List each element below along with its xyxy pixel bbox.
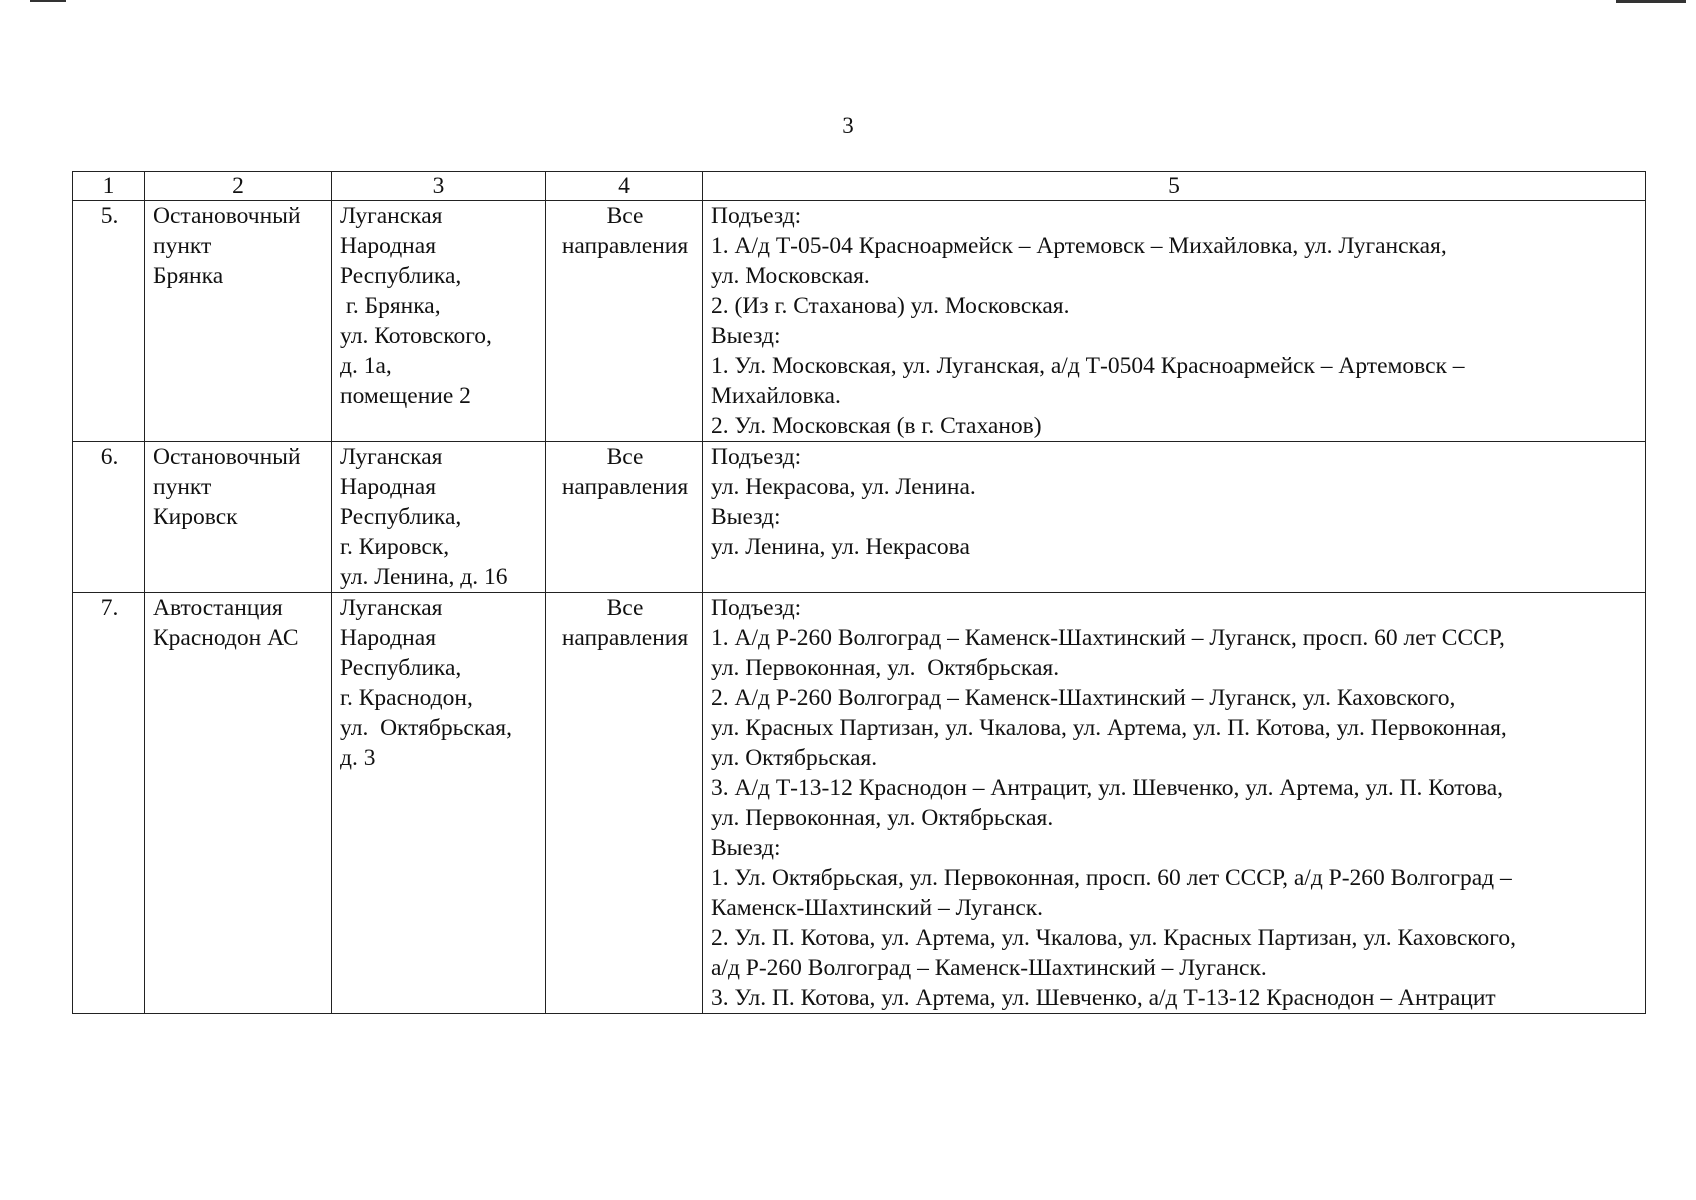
table-row <box>73 593 1646 1014</box>
row-number: 7. <box>73 593 145 1014</box>
route-line: 3. А/д Т-13-12 Краснодон – Антрацит, ул. Шевченко, ул. Артема, ул. П. Котова, <box>711 775 1504 801</box>
address-line: Народная <box>340 625 436 651</box>
header-cell-4: 4 <box>546 172 703 201</box>
routes-table <box>72 171 1646 1014</box>
stop-name-line: Остановочный <box>153 444 301 470</box>
address-line: Республика, <box>340 504 462 530</box>
header-cell-1: 1 <box>73 172 145 201</box>
stop-name-line: Кировск <box>153 504 238 530</box>
route-line: Подъезд: <box>711 595 802 621</box>
route-line: 2. А/д Р-260 Волгоград – Каменск-Шахтинский – Луганск, ул. Каховского, <box>711 685 1456 711</box>
direction-cell <box>546 593 703 1014</box>
header-cell-3: 3 <box>332 172 546 201</box>
stop-name-cell <box>145 442 332 593</box>
address-line: г. Брянка, <box>340 293 441 319</box>
route-line: 1. Ул. Московская, ул. Луганская, а/д Т-0504 Красноармейск – Артемовск – <box>711 353 1465 379</box>
route-line: Выезд: <box>711 835 781 861</box>
address-line: д. 3 <box>340 745 376 771</box>
route-line: 1. Ул. Октябрьская, ул. Первоконная, просп. 60 лет СССР, а/д Р-260 Волгоград – <box>711 865 1512 891</box>
route-line: ул. Ленина, ул. Некрасова <box>711 534 970 560</box>
stop-name-line: Остановочный <box>153 203 301 229</box>
row-number: 6. <box>73 442 145 593</box>
direction-line: направления <box>561 625 689 651</box>
address-line: ул. Ленина, д. 16 <box>340 564 508 590</box>
route-line: 1. А/д Р-260 Волгоград – Каменск-Шахтинский – Луганск, просп. 60 лет СССР, <box>711 625 1505 651</box>
route-line: Каменск-Шахтинский – Луганск. <box>711 895 1044 921</box>
address-line: ул. Октябрьская, <box>340 715 512 741</box>
route-line: 2. Ул. П. Котова, ул. Артема, ул. Чкалова, ул. Красных Партизан, ул. Каховского, <box>711 925 1516 951</box>
row-number: 5. <box>73 201 145 442</box>
scan-edge-mark-left <box>30 0 66 2</box>
stop-name-line: Брянка <box>153 263 224 289</box>
route-line: 3. Ул. П. Котова, ул. Артема, ул. Шевченко, а/д Т-13-12 Краснодон – Антрацит <box>711 985 1496 1011</box>
route-line: ул. Некрасова, ул. Ленина. <box>711 474 976 500</box>
scan-edge-mark-right <box>1616 0 1686 3</box>
route-line: Выезд: <box>711 504 781 530</box>
route-line: ул. Красных Партизан, ул. Чкалова, ул. Артема, ул. П. Котова, ул. Первоконная, <box>711 715 1507 741</box>
address-line: ул. Котовского, <box>340 323 492 349</box>
direction-line: направления <box>561 233 689 259</box>
direction-cell <box>546 442 703 593</box>
stop-name-cell <box>145 201 332 442</box>
table-row <box>73 201 1646 442</box>
route-line: ул. Первоконная, ул. Октябрьская. <box>711 655 1060 681</box>
route-line: Подъезд: <box>711 203 802 229</box>
route-line: 2. Ул. Московская (в г. Стаханов) <box>711 413 1042 439</box>
direction-line: Все <box>606 595 644 621</box>
table-header-row <box>73 172 1646 201</box>
stop-name-line: Автостанция <box>153 595 283 621</box>
address-cell <box>332 201 546 442</box>
stop-name-line: пункт <box>153 474 212 500</box>
route-cell <box>703 442 1646 593</box>
address-line: г. Кировск, <box>340 534 450 560</box>
direction-cell <box>546 201 703 442</box>
route-line: ул. Октябрьская. <box>711 745 878 771</box>
address-line: г. Краснодон, <box>340 685 473 711</box>
direction-line: Все <box>606 444 644 470</box>
address-line: Луганская <box>340 595 443 621</box>
route-line: ул. Московская. <box>711 263 870 289</box>
address-cell <box>332 593 546 1014</box>
route-cell <box>703 593 1646 1014</box>
route-cell <box>703 201 1646 442</box>
route-line: Подъезд: <box>711 444 802 470</box>
header-cell-2: 2 <box>145 172 332 201</box>
address-line: помещение 2 <box>340 383 471 409</box>
address-line: Республика, <box>340 263 462 289</box>
address-line: Народная <box>340 474 436 500</box>
stop-name-line: пункт <box>153 233 212 259</box>
address-line: д. 1а, <box>340 353 392 379</box>
route-line: 2. (Из г. Стаханова) ул. Московская. <box>711 293 1070 319</box>
route-line: ул. Первоконная, ул. Октябрьская. <box>711 805 1054 831</box>
address-cell <box>332 442 546 593</box>
address-line: Республика, <box>340 655 462 681</box>
address-line: Народная <box>340 233 436 259</box>
route-line: а/д Р-260 Волгоград – Каменск-Шахтинский – Луганск. <box>711 955 1267 981</box>
direction-line: направления <box>561 474 689 500</box>
route-line: Михайловка. <box>711 383 841 409</box>
address-line: Луганская <box>340 203 443 229</box>
direction-line: Все <box>606 203 644 229</box>
table-row <box>73 442 1646 593</box>
stop-name-cell <box>145 593 332 1014</box>
header-cell-5: 5 <box>703 172 1646 201</box>
route-line: 1. А/д Т-05-04 Красноармейск – Артемовск – Михайловка, ул. Луганская, <box>711 233 1447 259</box>
page-number: 3 <box>842 113 854 138</box>
stop-name-line: Краснодон АС <box>153 625 299 651</box>
address-line: Луганская <box>340 444 443 470</box>
route-line: Выезд: <box>711 323 781 349</box>
